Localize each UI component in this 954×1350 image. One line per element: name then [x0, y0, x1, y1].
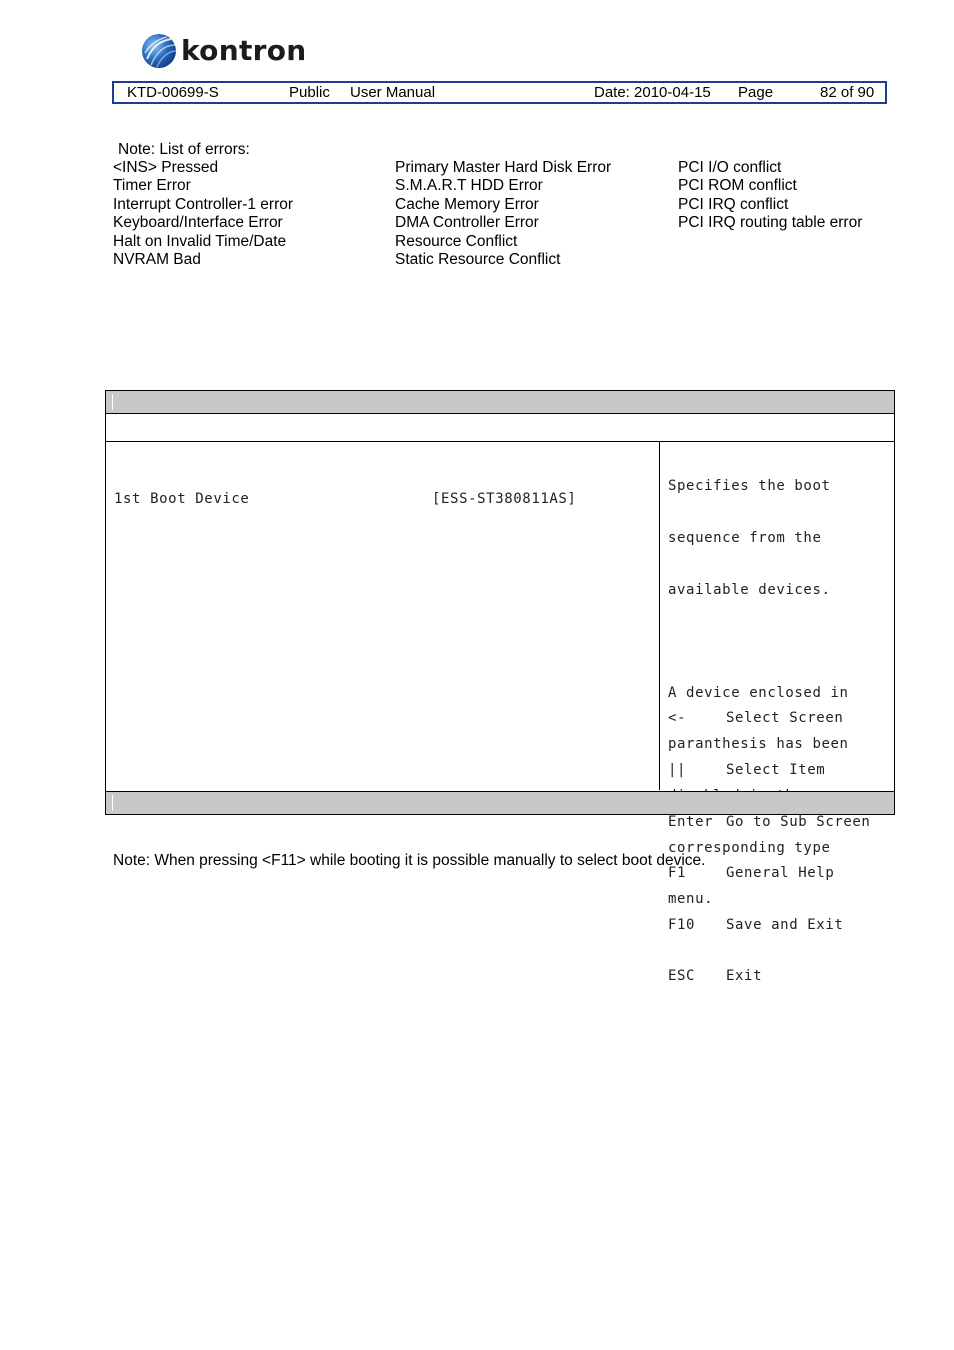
error-item: PCI I/O conflict: [678, 159, 782, 176]
key-action: Exit: [726, 968, 763, 985]
error-item: Interrupt Controller-1 error: [113, 195, 294, 213]
key-legend-row: [668, 762, 870, 779]
bios-key-legend: [668, 676, 870, 1020]
document-header: [112, 81, 887, 104]
error-list-col1: [113, 159, 293, 269]
error-item: PCI IRQ routing table error: [678, 214, 863, 232]
key-name: <-: [668, 710, 687, 727]
bios-section-bar: [106, 414, 894, 442]
key-legend-row: [668, 710, 870, 727]
bios-settings-panel: [106, 442, 660, 790]
key-action: Select Item: [726, 762, 826, 779]
key-action: Select Screen: [726, 710, 844, 727]
boot-device-value[interactable]: [ESS-ST380811AS]: [432, 491, 577, 507]
key-action: Save and Exit: [726, 916, 844, 933]
logo-wordmark: kontron: [181, 33, 307, 67]
help-line: corresponding type: [668, 839, 831, 856]
key-name: ESC: [668, 968, 696, 985]
error-list-col3: [678, 159, 862, 233]
help-line: paranthesis has been: [668, 736, 849, 753]
key-action: Go to Sub Screen: [726, 813, 871, 830]
key-name: Enter: [668, 813, 714, 830]
key-legend-row: [668, 968, 870, 985]
error-list-col2: [395, 159, 611, 269]
error-item: S.M.A.R.T HDD Error: [395, 177, 543, 195]
bar-divider: [112, 394, 113, 410]
help-line: sequence from the: [668, 530, 822, 547]
error-item: Keyboard/Interface Error: [113, 214, 283, 232]
doc-classification: Public: [289, 84, 330, 101]
error-item: Static Resource Conflict: [395, 251, 561, 269]
help-line: A device enclosed in: [668, 684, 849, 701]
kontron-globe-logo-icon: [141, 33, 177, 69]
doc-type: User Manual: [350, 84, 436, 101]
bar-divider: [112, 795, 113, 811]
doc-date: Date: 2010-04-15: [594, 84, 711, 101]
bios-status-bar: [106, 791, 894, 814]
help-line: Specifies the boot: [668, 478, 831, 495]
error-item: DMA Controller Error: [395, 214, 539, 232]
error-item: PCI IRQ conflict: [678, 195, 789, 213]
key-name: F10: [668, 916, 696, 933]
bios-title-bar: [106, 391, 894, 414]
errors-note: Note: List of errors:: [118, 141, 250, 158]
key-name: ||: [668, 762, 687, 779]
error-item: Primary Master Hard Disk Error: [395, 159, 612, 176]
boot-device-label: 1st Boot Device: [114, 491, 250, 507]
help-line: [668, 633, 849, 650]
page-label: Page: [738, 84, 774, 101]
help-line: available devices.: [668, 581, 831, 598]
error-item: <INS> Pressed: [113, 159, 219, 176]
doc-id: KTD-00699-S: [127, 84, 219, 101]
error-item: PCI ROM conflict: [678, 177, 797, 195]
key-legend-row: [668, 917, 870, 934]
help-line: menu.: [668, 891, 714, 908]
key-action: General Help: [726, 865, 835, 882]
error-item: Timer Error: [113, 177, 191, 195]
error-item: Resource Conflict: [395, 232, 518, 250]
error-item: Halt on Invalid Time/Date: [113, 232, 287, 250]
key-legend-row: [668, 814, 870, 831]
key-name: F1: [668, 865, 687, 882]
error-item: NVRAM Bad: [113, 251, 201, 269]
boot-device-note: Note: When pressing <F11> while booting it is possible manually to select boot device.: [113, 852, 706, 869]
page-number: 82 of 90: [820, 84, 875, 101]
error-item: Cache Memory Error: [395, 195, 539, 213]
kontron-logo: [141, 32, 307, 70]
